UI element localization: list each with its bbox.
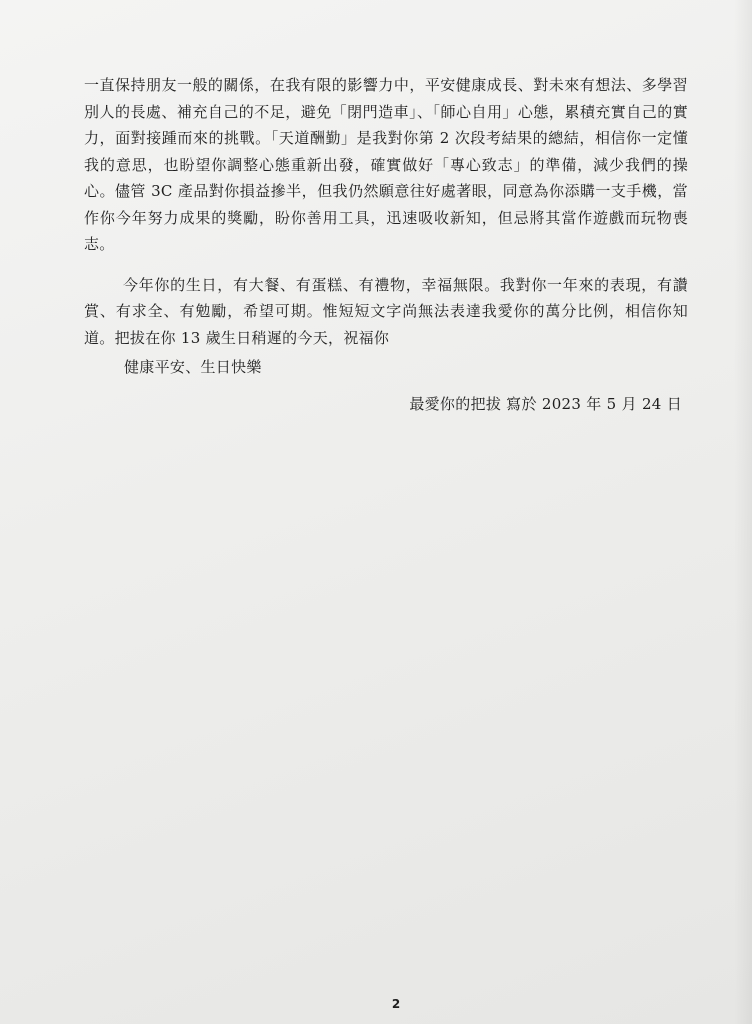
paragraph-2: 今年你的生日，有大餐、有蛋糕、有禮物，幸福無限。我對你一年來的表現，有讚賞、有求全、有勉勵，希望可期。惟短短文字尚無法表達我愛你的萬分比例，相信你知道。把拔在你 13 歲生日稍遲的今天，祝福你: [84, 275, 688, 347]
signature-line: 最愛你的把拔 寫於 2023 年 5 月 24 日: [409, 395, 682, 413]
closing-greeting: 健康平安、生日快樂: [124, 358, 262, 376]
letter-body: [84, 72, 688, 365]
page-number: 2: [391, 997, 401, 1011]
paragraph-1: 一直保持朋友一般的關係，在我有限的影響力中，平安健康成長、對未來有想法、多學習別人的長處、補充自己的不足，避免「閉門造車」、「師心自用」心態，累積充實自己的實力，面對接踵而來的挑戰。「天道酬勤」是我對你第 2 次段考結果的總結，相信你一定懂我的意思，也盼望你調整心態重新出發，確實做好「專心致志」的準備，減少我們的操心。儘管 3C 產品對你損益摻半，但我仍然願意往好處著眼，同意為你添購一支手機，當作你今年努力成果的獎勵，盼你善用工具，迅速吸收新知，但忌將其當作遊戲而玩物喪志。: [84, 76, 688, 253]
page-edge-shadow: [734, 0, 752, 1024]
